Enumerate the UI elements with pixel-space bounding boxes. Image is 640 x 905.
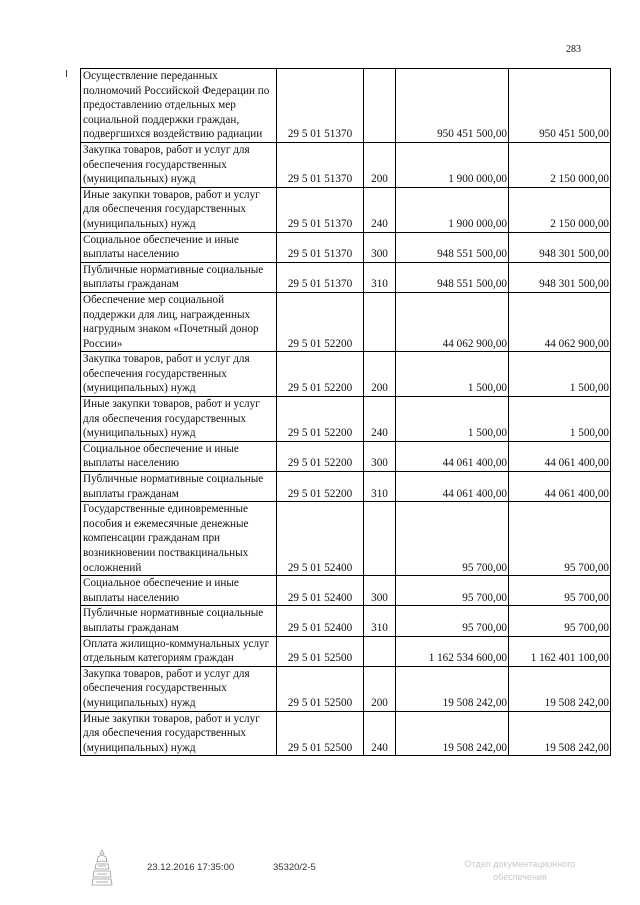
row-type-cell: 240 (364, 711, 396, 756)
budget-table (80, 68, 611, 756)
row-code-cell: 29 5 01 52200 (277, 397, 364, 442)
table-row (81, 441, 611, 471)
row-code-cell: 29 5 01 52500 (277, 711, 364, 756)
row-name-cell: Иные закупки товаров, работ и услуг для обеспечения государственных (муниципальных) нужд (81, 397, 277, 442)
row-name-cell: Иные закупки товаров, работ и услуг для обеспечения государственных (муниципальных) нужд (81, 187, 277, 232)
table-row (81, 711, 611, 756)
row-name-cell: Публичные нормативные социальные выплаты гражданам (81, 262, 277, 292)
row-type-cell: 310 (364, 472, 396, 502)
row-code-cell: 29 5 01 51370 (277, 232, 364, 262)
row-name-cell: Закупка товаров, работ и услуг для обеспечения государственных (муниципальных) нужд (81, 142, 277, 187)
row-code-cell: 29 5 01 52200 (277, 352, 364, 397)
row-type-cell: 310 (364, 606, 396, 636)
row-type-cell: 300 (364, 576, 396, 606)
row-value-2-cell: 948 301 500,00 (509, 262, 611, 292)
row-code-cell: 29 5 01 52400 (277, 502, 364, 576)
row-value-2-cell: 95 700,00 (509, 502, 611, 576)
row-type-cell: 240 (364, 397, 396, 442)
row-value-2-cell: 19 508 242,00 (509, 711, 611, 756)
row-code-cell: 29 5 01 51370 (277, 187, 364, 232)
row-value-1-cell: 19 508 242,00 (396, 711, 509, 756)
faded-footer-line-2: обеспечения (493, 872, 547, 882)
row-code-cell: 29 5 01 52400 (277, 606, 364, 636)
row-name-cell: Социальное обеспечение и иные выплаты населению (81, 232, 277, 262)
table-row (81, 262, 611, 292)
table-row (81, 606, 611, 636)
table-row (81, 69, 611, 143)
row-value-2-cell: 2 150 000,00 (509, 142, 611, 187)
table-row (81, 576, 611, 606)
row-code-cell: 29 5 01 52400 (277, 576, 364, 606)
row-value-1-cell: 950 451 500,00 (396, 69, 509, 143)
row-code-cell: 29 5 01 52500 (277, 666, 364, 711)
page-number: 283 (566, 44, 581, 55)
table-row (81, 397, 611, 442)
row-type-cell: 200 (364, 352, 396, 397)
footer-date: 23.12.2016 17:35:00 (147, 862, 235, 873)
row-code-cell: 29 5 01 52200 (277, 441, 364, 471)
row-name-cell: Иные закупки товаров, работ и услуг для обеспечения государственных (муниципальных) нужд (81, 711, 277, 756)
table-row (81, 187, 611, 232)
footer-doc-number: 35320/2-5 (273, 862, 316, 873)
row-name-cell: Публичные нормативные социальные выплаты гражданам (81, 606, 277, 636)
row-type-cell: 310 (364, 262, 396, 292)
row-type-cell: 300 (364, 232, 396, 262)
row-type-cell: 200 (364, 666, 396, 711)
row-value-2-cell: 950 451 500,00 (509, 69, 611, 143)
row-value-1-cell: 1 900 000,00 (396, 142, 509, 187)
row-value-2-cell: 19 508 242,00 (509, 666, 611, 711)
row-value-1-cell: 19 508 242,00 (396, 666, 509, 711)
row-code-cell: 29 5 01 51370 (277, 69, 364, 143)
row-name-cell: Социальное обеспечение и иные выплаты населению (81, 441, 277, 471)
row-value-1-cell: 44 062 900,00 (396, 292, 509, 351)
row-code-cell: 29 5 01 51370 (277, 262, 364, 292)
faded-footer-line-1: Отдел документационного (464, 859, 576, 869)
row-value-2-cell: 1 162 401 100,00 (509, 636, 611, 666)
row-type-cell: 200 (364, 142, 396, 187)
row-value-2-cell: 2 150 000,00 (509, 187, 611, 232)
row-type-cell: 240 (364, 187, 396, 232)
row-value-2-cell: 95 700,00 (509, 576, 611, 606)
row-type-cell (364, 292, 396, 351)
row-type-cell (364, 636, 396, 666)
row-value-1-cell: 1 500,00 (396, 352, 509, 397)
row-code-cell: 29 5 01 52200 (277, 472, 364, 502)
table-row (81, 666, 611, 711)
faded-footer-text (440, 858, 600, 884)
row-value-1-cell: 1 900 000,00 (396, 187, 509, 232)
row-name-cell: Закупка товаров, работ и услуг для обеспечения государственных (муниципальных) нужд (81, 352, 277, 397)
row-value-2-cell: 44 062 900,00 (509, 292, 611, 351)
row-code-cell: 29 5 01 52200 (277, 292, 364, 351)
row-value-1-cell: 948 551 500,00 (396, 262, 509, 292)
row-type-cell: 300 (364, 441, 396, 471)
row-name-cell: Обеспечение мер социальной поддержки для лиц, награжденных нагрудным знаком «Почетный донор России» (81, 292, 277, 351)
table-row (81, 142, 611, 187)
budget-table-body (81, 69, 611, 756)
row-value-2-cell: 44 061 400,00 (509, 472, 611, 502)
row-value-1-cell: 44 061 400,00 (396, 472, 509, 502)
row-code-cell: 29 5 01 52500 (277, 636, 364, 666)
row-type-cell (364, 502, 396, 576)
row-value-1-cell: 95 700,00 (396, 502, 509, 576)
table-row (81, 232, 611, 262)
row-name-cell: Социальное обеспечение и иные выплаты населению (81, 576, 277, 606)
row-value-1-cell: 95 700,00 (396, 576, 509, 606)
table-row (81, 502, 611, 576)
row-value-1-cell: 948 551 500,00 (396, 232, 509, 262)
table-row (81, 472, 611, 502)
row-name-cell: Осуществление переданных полномочий Российской Федерации по предоставлению отдельных мер социальной поддержки граждан, подвергшихся воздействию радиации (81, 69, 277, 143)
row-value-2-cell: 44 061 400,00 (509, 441, 611, 471)
row-name-cell: Публичные нормативные социальные выплаты гражданам (81, 472, 277, 502)
row-code-cell: 29 5 01 51370 (277, 142, 364, 187)
row-value-1-cell: 1 162 534 600,00 (396, 636, 509, 666)
table-row (81, 292, 611, 351)
row-value-2-cell: 95 700,00 (509, 606, 611, 636)
corner-mark (66, 70, 70, 77)
row-value-2-cell: 948 301 500,00 (509, 232, 611, 262)
row-type-cell (364, 69, 396, 143)
table-row (81, 352, 611, 397)
row-value-1-cell: 95 700,00 (396, 606, 509, 636)
row-value-1-cell: 1 500,00 (396, 397, 509, 442)
row-value-2-cell: 1 500,00 (509, 352, 611, 397)
row-name-cell: Государственные единовременные пособия и ежемесячные денежные компенсации гражданам при возникновении поствакцинальных осложнений (81, 502, 277, 576)
row-name-cell: Закупка товаров, работ и услуг для обеспечения государственных (муниципальных) нужд (81, 666, 277, 711)
stamp-icon (90, 848, 114, 888)
table-row (81, 636, 611, 666)
row-value-1-cell: 44 061 400,00 (396, 441, 509, 471)
row-value-2-cell: 1 500,00 (509, 397, 611, 442)
row-name-cell: Оплата жилищно-коммунальных услуг отдельным категориям граждан (81, 636, 277, 666)
